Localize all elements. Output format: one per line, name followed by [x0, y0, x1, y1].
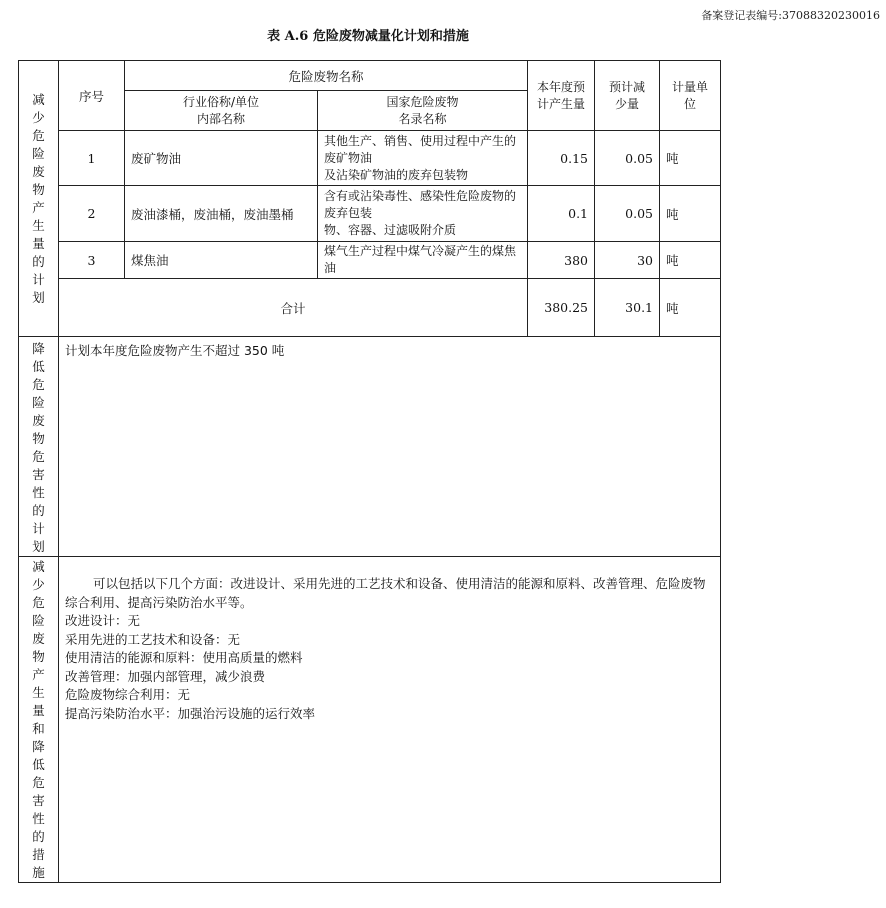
- row-seq: 3: [59, 242, 125, 279]
- side-label-reduce-plan: 减 少 危 险 废 物 产 生 量 的 计 划: [19, 61, 59, 337]
- measures-content: [59, 557, 721, 883]
- total-reduce-estimate: 30.1: [595, 279, 660, 337]
- row-reduce-estimate: 30: [595, 242, 660, 279]
- header-year-estimate: 本年度预计产生量: [528, 61, 595, 131]
- header-waste-name: 危险废物名称: [125, 61, 528, 91]
- total-label: 合计: [59, 279, 528, 337]
- row-industry-name: 煤焦油: [125, 242, 318, 279]
- measures-intro: 可以包括以下几个方面：改进设计、采用先进的工艺技术和设备、使用清洁的能源和原料、改善管理、危险废物综合利用、提高污染防治水平等。: [65, 576, 706, 610]
- header-national-name: 国家危险废物 名录名称: [318, 91, 528, 131]
- row-industry-name: 废矿物油: [125, 131, 318, 186]
- measures-item: 使用清洁的能源和原料：使用高质量的燃料: [65, 650, 303, 665]
- table-row: [19, 131, 721, 186]
- measures-item: 危险废物综合利用：无: [65, 687, 191, 702]
- measures-item: 提高污染防治水平：加强治污设施的运行效率: [65, 705, 316, 721]
- table-row: [19, 242, 721, 279]
- row-unit: 吨: [660, 186, 721, 242]
- row-national-name: 其他生产、销售、使用过程中产生的废矿物油 及沾染矿物油的废弃包装物: [318, 131, 528, 186]
- row-national-name: 煤气生产过程中煤气冷凝产生的煤焦油: [318, 242, 528, 279]
- measures-item: 采用先进的工艺技术和设备：无: [65, 631, 241, 647]
- measures-item: 改进设计：无: [65, 613, 141, 628]
- row-unit: 吨: [660, 242, 721, 279]
- waste-reduction-table: [18, 60, 721, 883]
- row-seq: 1: [59, 131, 125, 186]
- row-year-estimate: 0.1: [528, 186, 595, 242]
- measures-item: 改善管理：加强内部管理，减少浪费: [65, 668, 266, 684]
- row-reduce-estimate: 0.05: [595, 131, 660, 186]
- registration-number: 备案登记表编号:37088320230016: [701, 9, 880, 22]
- row-year-estimate: 380: [528, 242, 595, 279]
- total-row: [19, 279, 721, 337]
- header-reduce-estimate: 预计减少量: [595, 61, 660, 131]
- header-unit: 计量单位: [660, 61, 721, 131]
- row-year-estimate: 0.15: [528, 131, 595, 186]
- row-industry-name: 废油漆桶，废油桶，废油墨桶: [125, 186, 318, 242]
- header-seq: 序号: [59, 61, 125, 131]
- hazard-plan-text: 计划本年度危险废物产生不超过 350 吨: [59, 337, 721, 557]
- row-unit: 吨: [660, 131, 721, 186]
- header-industry-name: 行业俗称/单位 内部名称: [125, 91, 318, 131]
- row-national-name: 含有或沾染毒性、感染性危险废物的废弃包装 物、容器、过滤吸附介质: [318, 186, 528, 242]
- side-label-hazard-plan: 降 低 危 险 废 物 危 害 性 的 计 划: [19, 337, 59, 557]
- total-year-estimate: 380.25: [528, 279, 595, 337]
- total-unit: 吨: [660, 279, 721, 337]
- side-label-measures: 减 少 危 险 废 物 产 生 量 和 降 低 危 害 性 的 措 施: [19, 557, 59, 883]
- table-title: 表 A.6 危险废物减量化计划和措施: [267, 29, 469, 44]
- row-reduce-estimate: 0.05: [595, 186, 660, 242]
- row-seq: 2: [59, 186, 125, 242]
- table-row: [19, 186, 721, 242]
